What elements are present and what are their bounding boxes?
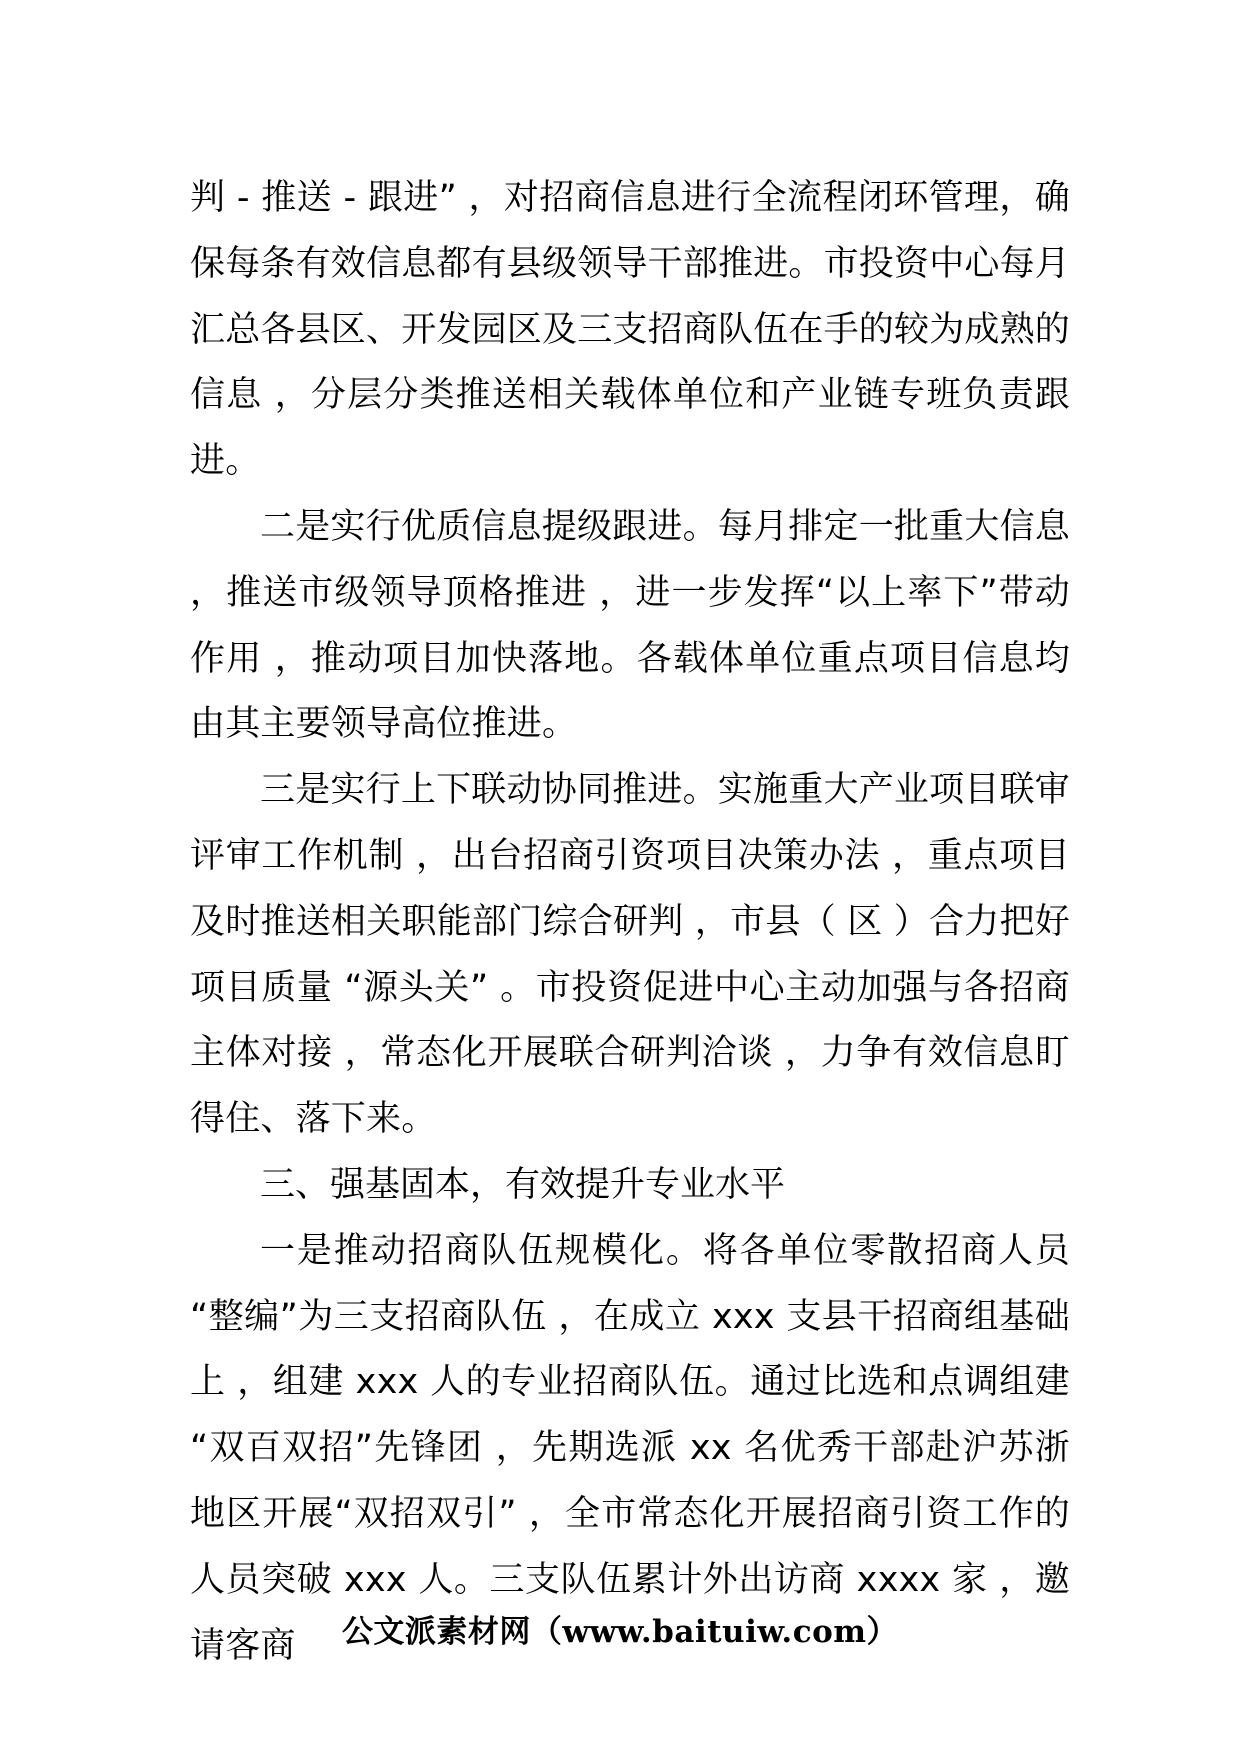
paragraph-continuation: 判 - 推送 - 跟进” ，对招商信息进行全流程闭环管理，确保每条有效信息都有县级领导干部推进。市投资中心每月汇总各县区、开发园区及三支招商队伍在手的较为成熟的信息 ，分层分类推送相关载体单位和产业链专班负责跟进。 — [190, 178, 1071, 482]
footer-watermark: 公文派素材网（www.baituiw.com） — [341, 1614, 899, 1650]
paragraph-coordinated-promotion: 三是实行上下联动协同推进。实施重大产业项目联审评审工作机制 ，出台招商引资项目决策办法 ，重点项目及时推送相关职能部门综合研判 ，市县（ 区 ）合力把好项目质量 “源头关” 。市投资促进中心主动加强与各招商主体对接 ，常态化开展联合研判洽谈 ，力争有效信息盯得住、落下来。 — [190, 770, 1070, 1140]
document-body — [190, 166, 1070, 1679]
section-heading: 三、强基固本，有效提升专业水平 — [260, 1164, 786, 1205]
paragraph-upgrade-info: 二是实行优质信息提级跟进。每月排定一批重大信息 ，推送市级领导顶格推进 ，进一步发挥“以上率下”带动作用 ，推动项目加快落地。各载体单位重点项目信息均由其主要领导高位推进。 — [190, 506, 1070, 745]
paragraph-team-scale: 一是推动招商队伍规模化。将各单位零散招商人员 “整编”为三支招商队伍 ，在成立 xxx 支县干招商组基础上 ，组建 xxx 人的专业招商队伍。通过比选和点调组建 “双百双招”先锋团 ，先期选派 xx 名优秀干部赴沪苏浙地区开展“双招双引” ，全市常态化开展招商引资工作的人员突破 xxx 人。三支队伍累计外出访商 xxxx 家 ，邀请客商 — [190, 1230, 1070, 1666]
